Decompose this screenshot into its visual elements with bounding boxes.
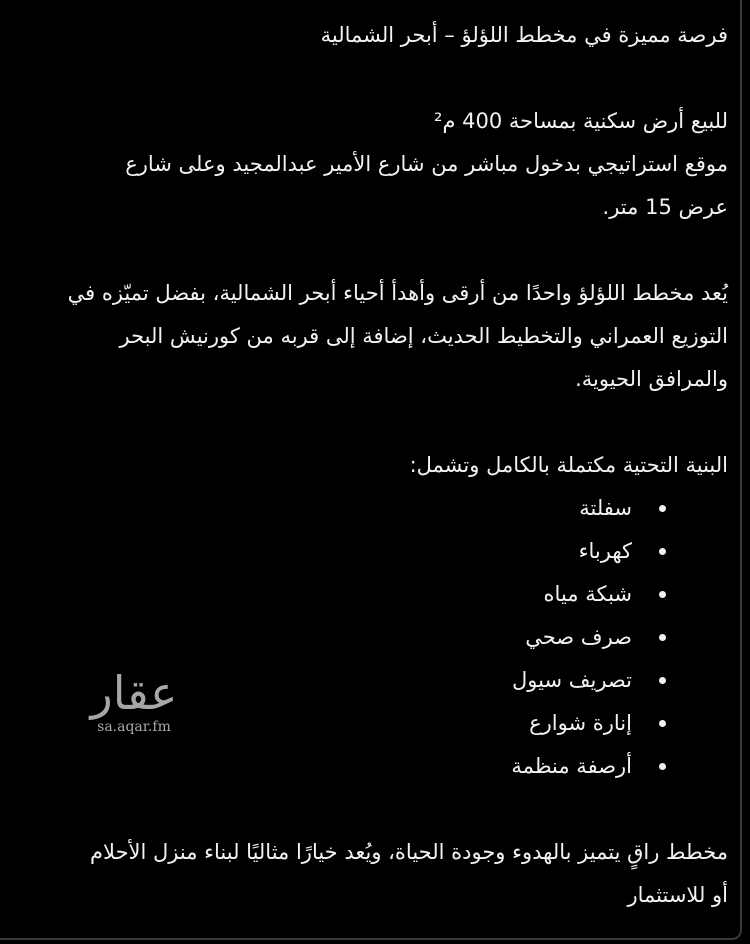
aqar-logo: عقار [90,666,178,720]
paragraph-gap [16,229,728,272]
list-item [16,616,728,659]
infrastructure-list [16,487,728,788]
aqar-watermark [74,668,194,736]
infrastructure-heading: البنية التحتية مكتملة بالكامل وتشمل: [409,453,728,477]
location-line: موقع استراتيجي بدخول مباشر من شارع الأمير عبدالمجيد وعلى شارع [125,152,728,176]
paragraph-gap [16,57,728,100]
list-item [16,573,728,616]
list-item-label: شبكة مياه [543,582,632,606]
sale-line: للبيع أرض سكنية بمساحة 400 م² [434,109,728,133]
location-line: عرض 15 متر. [602,195,728,219]
bullet-icon [659,548,666,555]
list-item-label: سفلتة [579,496,632,520]
description-line: يُعد مخطط اللؤلؤ واحدًا من أرقى وأهدأ أحياء أبحر الشمالية، بفضل تميّزه في [67,281,728,305]
bullet-icon [659,634,666,641]
description-line: التوزيع العمراني والتخطيط الحديث، إضافة إلى قربه من كورنيش البحر [119,324,728,348]
paragraph-gap [16,788,728,831]
bullet-icon [659,505,666,512]
list-item-label: أرصفة منظمة [511,754,632,778]
bullet-icon [659,677,666,684]
closing-line: أو للاستثمار [627,883,728,907]
list-item-label: صرف صحي [525,625,632,649]
closing-line: مخطط راقٍ يتميز بالهدوء وجودة الحياة، ويُعد خيارًا مثاليًا لبناء منزل الأحلام [90,840,728,864]
post-body [16,14,728,917]
watermark-domain: sa.aqar.fm [97,719,171,735]
list-item-label: إنارة شوارع [529,711,632,735]
bullet-icon [659,763,666,770]
bullet-icon [659,720,666,727]
paragraph-gap [16,401,728,444]
list-item [16,530,728,573]
description-line: والمرافق الحيوية. [575,367,728,391]
list-item [16,745,728,788]
post-title: فرصة مميزة في مخطط اللؤلؤ – أبحر الشمالية [320,23,728,47]
bullet-icon [659,591,666,598]
list-item-label: تصريف سيول [512,668,632,692]
list-item-label: كهرباء [578,539,632,563]
list-item [16,487,728,530]
